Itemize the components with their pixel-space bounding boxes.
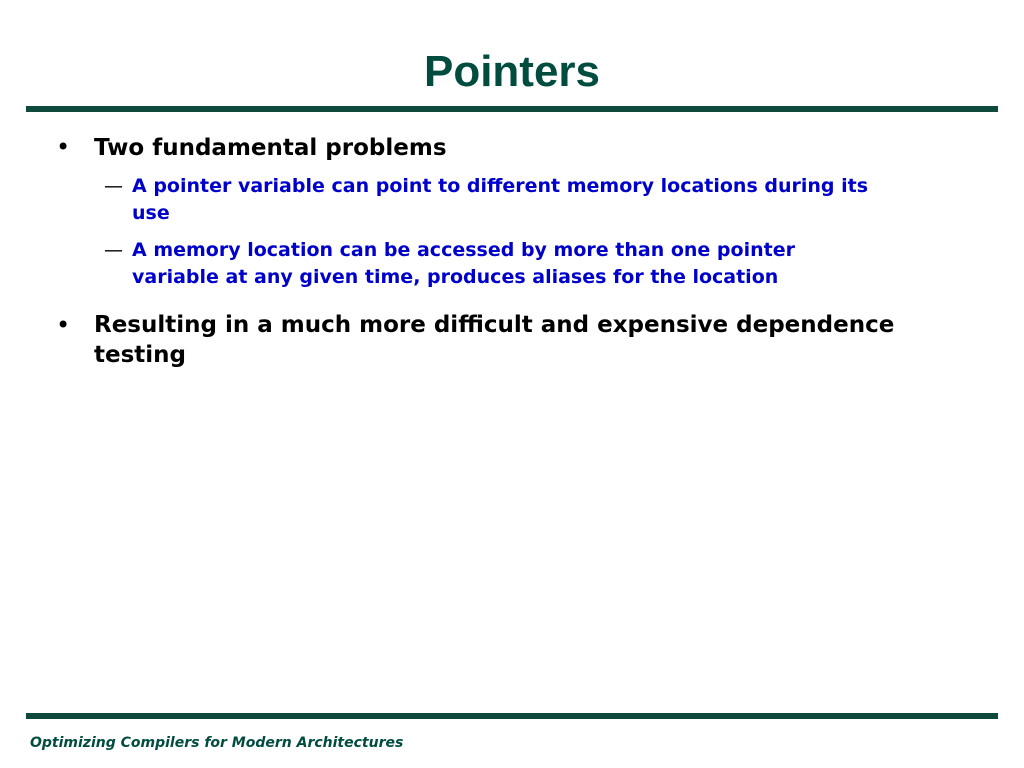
title-divider	[26, 106, 998, 112]
sub-bullet-marker: —	[104, 239, 123, 261]
bullet-text: Two fundamental problems	[94, 135, 447, 161]
sub-bullet-line: A memory location can be accessed by more than one pointer	[132, 239, 795, 261]
sub-bullet-marker: —	[104, 175, 123, 197]
bullet-text: testing	[94, 342, 186, 368]
bullet-marker: •	[56, 133, 71, 161]
sub-bullet-line: variable at any given time, produces aliases for the location	[132, 266, 779, 288]
slide-title: Pointers	[423, 47, 601, 96]
sub-bullet-line: A pointer variable can point to different memory locations during its	[132, 175, 869, 197]
bullet-marker: •	[56, 311, 71, 339]
sub-bullet-line: use	[132, 202, 170, 224]
bullet-text: Resulting in a much more difficult and expensive dependence	[94, 312, 895, 338]
footer-divider	[26, 713, 998, 719]
footer-caption: Optimizing Compilers for Modern Architectures	[30, 735, 404, 751]
